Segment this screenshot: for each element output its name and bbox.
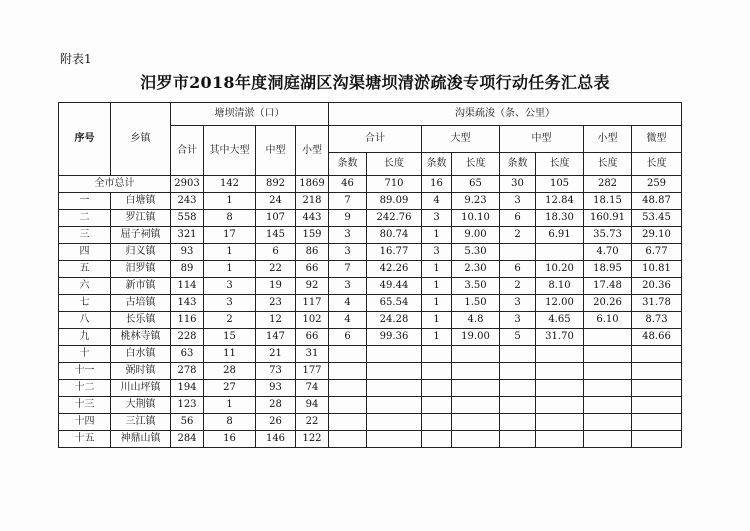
row-seq: 五 — [59, 261, 111, 278]
row-cell: 80.74 — [367, 227, 422, 244]
row-cell — [500, 414, 536, 431]
row-cell: 42.26 — [367, 261, 422, 278]
row-town: 屈子祠镇 — [111, 227, 171, 244]
row-cell: 114 — [171, 278, 204, 295]
row-cell: 443 — [296, 210, 329, 227]
row-cell — [422, 346, 452, 363]
row-cell — [500, 431, 536, 448]
row-cell: 558 — [171, 210, 204, 227]
row-seq: 四 — [59, 244, 111, 261]
row-cell: 28 — [256, 397, 296, 414]
row-town: 桃林寺镇 — [111, 329, 171, 346]
row-cell — [584, 346, 632, 363]
row-seq: 一 — [59, 193, 111, 210]
row-cell: 56 — [171, 414, 204, 431]
row-cell: 12.00 — [536, 295, 584, 312]
header-length: 长度 — [452, 153, 500, 176]
row-cell: 10.10 — [452, 210, 500, 227]
row-cell: 3 — [422, 210, 452, 227]
row-cell — [452, 414, 500, 431]
row-cell: 5 — [500, 329, 536, 346]
row-cell: 89 — [171, 261, 204, 278]
row-cell: 4.70 — [584, 244, 632, 261]
row-cell: 1 — [204, 244, 256, 261]
row-cell — [584, 431, 632, 448]
row-town: 大荆镇 — [111, 397, 171, 414]
row-cell — [367, 431, 422, 448]
row-cell: 122 — [296, 431, 329, 448]
row-cell — [500, 244, 536, 261]
row-cell: 63 — [171, 346, 204, 363]
row-cell: 12 — [256, 312, 296, 329]
row-cell: 278 — [171, 363, 204, 380]
row-cell: 1.50 — [452, 295, 500, 312]
header-length: 长度 — [632, 153, 682, 176]
header-count: 条数 — [329, 153, 367, 176]
total-row — [59, 176, 682, 193]
row-cell — [536, 414, 584, 431]
row-cell — [422, 397, 452, 414]
row-cell: 1 — [204, 397, 256, 414]
row-cell — [632, 380, 682, 397]
row-cell: 73 — [256, 363, 296, 380]
row-cell: 93 — [171, 244, 204, 261]
row-cell: 123 — [171, 397, 204, 414]
row-cell: 218 — [296, 193, 329, 210]
row-cell: 6.91 — [536, 227, 584, 244]
row-cell: 6.77 — [632, 244, 682, 261]
total-cell: 1869 — [296, 176, 329, 193]
row-cell — [584, 363, 632, 380]
row-town: 三江镇 — [111, 414, 171, 431]
row-cell: 102 — [296, 312, 329, 329]
table-row — [59, 363, 682, 380]
row-cell: 3 — [422, 244, 452, 261]
row-cell — [500, 346, 536, 363]
row-cell: 22 — [256, 261, 296, 278]
row-cell: 9 — [329, 210, 367, 227]
row-cell: 1 — [422, 227, 452, 244]
row-cell — [500, 380, 536, 397]
row-cell: 284 — [171, 431, 204, 448]
row-cell: 1 — [422, 312, 452, 329]
row-seq: 十四 — [59, 414, 111, 431]
row-cell: 24 — [256, 193, 296, 210]
header-ditch-micro: 微型 — [632, 126, 682, 153]
row-cell — [422, 431, 452, 448]
row-cell — [329, 414, 367, 431]
row-cell — [452, 380, 500, 397]
header-length: 长度 — [367, 153, 422, 176]
row-cell: 3 — [204, 278, 256, 295]
header-pond-total: 合计 — [171, 126, 204, 176]
row-cell: 12.84 — [536, 193, 584, 210]
row-cell — [422, 380, 452, 397]
row-cell — [329, 397, 367, 414]
row-cell: 18.95 — [584, 261, 632, 278]
row-cell — [367, 414, 422, 431]
header-length: 长度 — [584, 153, 632, 176]
row-seq: 十一 — [59, 363, 111, 380]
header-ditch-small: 小型 — [584, 126, 632, 153]
row-cell: 6 — [500, 210, 536, 227]
row-cell — [422, 363, 452, 380]
row-cell — [536, 346, 584, 363]
row-cell: 48.66 — [632, 329, 682, 346]
row-cell — [632, 431, 682, 448]
row-cell — [452, 346, 500, 363]
total-cell: 282 — [584, 176, 632, 193]
row-cell — [367, 380, 422, 397]
row-cell: 242.76 — [367, 210, 422, 227]
summary-table — [58, 102, 682, 448]
row-cell — [452, 397, 500, 414]
row-seq: 九 — [59, 329, 111, 346]
row-cell: 8 — [204, 210, 256, 227]
row-cell: 146 — [256, 431, 296, 448]
row-seq: 十二 — [59, 380, 111, 397]
row-cell — [536, 431, 584, 448]
total-cell: 710 — [367, 176, 422, 193]
row-cell: 18.15 — [584, 193, 632, 210]
row-cell: 24.28 — [367, 312, 422, 329]
row-cell: 15 — [204, 329, 256, 346]
header-ditch-large: 大型 — [422, 126, 500, 153]
row-cell: 17 — [204, 227, 256, 244]
row-cell — [536, 397, 584, 414]
row-cell: 1 — [422, 295, 452, 312]
row-cell: 29.10 — [632, 227, 682, 244]
row-cell: 9.23 — [452, 193, 500, 210]
table-row — [59, 278, 682, 295]
row-cell: 28 — [204, 363, 256, 380]
total-cell: 16 — [422, 176, 452, 193]
row-cell: 228 — [171, 329, 204, 346]
row-cell: 16 — [204, 431, 256, 448]
row-cell: 3 — [500, 193, 536, 210]
row-town: 新市镇 — [111, 278, 171, 295]
header-count: 条数 — [422, 153, 452, 176]
table-row — [59, 397, 682, 414]
row-cell: 21 — [256, 346, 296, 363]
row-cell — [329, 431, 367, 448]
row-cell: 66 — [296, 329, 329, 346]
total-cell: 142 — [204, 176, 256, 193]
row-cell: 6 — [329, 329, 367, 346]
row-cell: 3 — [329, 278, 367, 295]
row-seq: 七 — [59, 295, 111, 312]
row-cell: 3 — [500, 295, 536, 312]
row-cell: 74 — [296, 380, 329, 397]
row-cell: 8 — [204, 414, 256, 431]
header-length: 长度 — [536, 153, 584, 176]
total-cell: 46 — [329, 176, 367, 193]
row-cell — [500, 397, 536, 414]
row-cell: 4 — [329, 295, 367, 312]
row-cell: 107 — [256, 210, 296, 227]
header-ditch-group: 沟渠疏浚（条、公里） — [329, 103, 682, 126]
row-cell — [452, 431, 500, 448]
row-cell: 3 — [329, 244, 367, 261]
table-row — [59, 414, 682, 431]
row-cell — [584, 397, 632, 414]
row-cell: 65.54 — [367, 295, 422, 312]
row-cell: 20.26 — [584, 295, 632, 312]
row-cell — [536, 244, 584, 261]
row-cell: 6.10 — [584, 312, 632, 329]
row-cell: 16.77 — [367, 244, 422, 261]
row-cell: 117 — [296, 295, 329, 312]
row-cell: 4 — [422, 193, 452, 210]
table-row — [59, 227, 682, 244]
row-cell: 4 — [329, 312, 367, 329]
row-cell: 2 — [204, 312, 256, 329]
row-cell: 31.70 — [536, 329, 584, 346]
row-cell: 2 — [500, 227, 536, 244]
row-cell: 19 — [256, 278, 296, 295]
row-cell: 160.91 — [584, 210, 632, 227]
row-cell: 194 — [171, 380, 204, 397]
row-cell: 8.10 — [536, 278, 584, 295]
row-cell — [584, 380, 632, 397]
header-ditch-total: 合计 — [329, 126, 422, 153]
row-cell: 3 — [204, 295, 256, 312]
row-cell: 92 — [296, 278, 329, 295]
row-cell: 143 — [171, 295, 204, 312]
row-cell: 159 — [296, 227, 329, 244]
row-cell: 18.30 — [536, 210, 584, 227]
table-row — [59, 431, 682, 448]
row-cell: 31 — [296, 346, 329, 363]
page-title: 汨罗市2018年度洞庭湖区沟渠塘坝清淤疏浚专项行动任务汇总表 — [140, 73, 610, 92]
header-pond-large: 其中大型 — [204, 126, 256, 176]
row-cell: 1 — [204, 193, 256, 210]
row-cell: 7 — [329, 261, 367, 278]
row-cell: 1 — [422, 261, 452, 278]
row-cell: 145 — [256, 227, 296, 244]
row-cell — [452, 363, 500, 380]
row-cell — [329, 363, 367, 380]
row-cell: 23 — [256, 295, 296, 312]
row-town: 归义镇 — [111, 244, 171, 261]
row-cell — [367, 363, 422, 380]
row-cell: 11 — [204, 346, 256, 363]
table-row — [59, 261, 682, 278]
total-cell: 259 — [632, 176, 682, 193]
row-cell: 49.44 — [367, 278, 422, 295]
table-body — [59, 193, 682, 448]
header-town: 乡镇 — [111, 103, 171, 176]
row-cell — [329, 380, 367, 397]
row-cell: 53.45 — [632, 210, 682, 227]
total-label: 全市总计 — [59, 176, 171, 193]
row-cell: 99.36 — [367, 329, 422, 346]
header-pond-small: 小型 — [296, 126, 329, 176]
row-town: 白塘镇 — [111, 193, 171, 210]
row-cell: 243 — [171, 193, 204, 210]
row-cell: 89.09 — [367, 193, 422, 210]
row-town: 罗江镇 — [111, 210, 171, 227]
row-cell: 147 — [256, 329, 296, 346]
row-cell: 35.73 — [584, 227, 632, 244]
row-cell: 2 — [500, 278, 536, 295]
row-town: 汨罗镇 — [111, 261, 171, 278]
row-cell: 7 — [329, 193, 367, 210]
row-cell: 86 — [296, 244, 329, 261]
row-cell: 3 — [329, 227, 367, 244]
row-seq: 六 — [59, 278, 111, 295]
row-cell: 3.50 — [452, 278, 500, 295]
row-seq: 八 — [59, 312, 111, 329]
row-cell: 3 — [500, 312, 536, 329]
row-cell — [632, 397, 682, 414]
table-row — [59, 210, 682, 227]
row-cell: 17.48 — [584, 278, 632, 295]
total-cell: 30 — [500, 176, 536, 193]
row-cell: 321 — [171, 227, 204, 244]
row-cell: 9.00 — [452, 227, 500, 244]
table-row — [59, 244, 682, 261]
row-town: 白水镇 — [111, 346, 171, 363]
row-town: 古培镇 — [111, 295, 171, 312]
row-cell — [500, 363, 536, 380]
row-cell: 5.30 — [452, 244, 500, 261]
row-cell: 93 — [256, 380, 296, 397]
row-cell: 1 — [422, 329, 452, 346]
row-cell: 10.81 — [632, 261, 682, 278]
row-cell: 4.65 — [536, 312, 584, 329]
row-cell: 19.00 — [452, 329, 500, 346]
row-cell — [632, 346, 682, 363]
row-seq: 十 — [59, 346, 111, 363]
row-cell — [367, 346, 422, 363]
row-cell: 8.73 — [632, 312, 682, 329]
row-cell: 177 — [296, 363, 329, 380]
row-seq: 三 — [59, 227, 111, 244]
row-cell — [329, 346, 367, 363]
row-cell: 1 — [422, 278, 452, 295]
row-cell: 26 — [256, 414, 296, 431]
header-seq: 序号 — [59, 103, 111, 176]
row-cell: 20.36 — [632, 278, 682, 295]
row-cell: 31.78 — [632, 295, 682, 312]
header-pond-group: 塘坝清淤（口） — [171, 103, 329, 126]
row-cell — [584, 329, 632, 346]
row-seq: 二 — [59, 210, 111, 227]
row-cell — [536, 363, 584, 380]
total-cell: 105 — [536, 176, 584, 193]
row-cell — [422, 414, 452, 431]
row-cell: 27 — [204, 380, 256, 397]
table-row — [59, 312, 682, 329]
header-pond-medium: 中型 — [256, 126, 296, 176]
row-cell: 116 — [171, 312, 204, 329]
table-row — [59, 380, 682, 397]
row-town: 弼时镇 — [111, 363, 171, 380]
row-seq: 十五 — [59, 431, 111, 448]
row-town: 长乐镇 — [111, 312, 171, 329]
row-cell: 6 — [256, 244, 296, 261]
row-cell: 66 — [296, 261, 329, 278]
row-cell — [584, 414, 632, 431]
row-cell: 6 — [500, 261, 536, 278]
row-cell — [367, 397, 422, 414]
table-row — [59, 329, 682, 346]
row-cell: 94 — [296, 397, 329, 414]
annex-label: 附表1 — [60, 52, 92, 66]
row-town: 川山坪镇 — [111, 380, 171, 397]
row-cell — [632, 414, 682, 431]
total-cell: 65 — [452, 176, 500, 193]
row-seq: 十三 — [59, 397, 111, 414]
row-cell: 22 — [296, 414, 329, 431]
table-row — [59, 346, 682, 363]
row-cell: 48.87 — [632, 193, 682, 210]
table-row — [59, 295, 682, 312]
row-town: 神鼎山镇 — [111, 431, 171, 448]
total-cell: 2903 — [171, 176, 204, 193]
row-cell — [632, 363, 682, 380]
total-cell: 892 — [256, 176, 296, 193]
row-cell: 1 — [204, 261, 256, 278]
row-cell: 4.8 — [452, 312, 500, 329]
row-cell — [536, 380, 584, 397]
table-row — [59, 193, 682, 210]
row-cell: 2.30 — [452, 261, 500, 278]
row-cell: 10.20 — [536, 261, 584, 278]
header-count: 条数 — [500, 153, 536, 176]
header-ditch-medium: 中型 — [500, 126, 584, 153]
